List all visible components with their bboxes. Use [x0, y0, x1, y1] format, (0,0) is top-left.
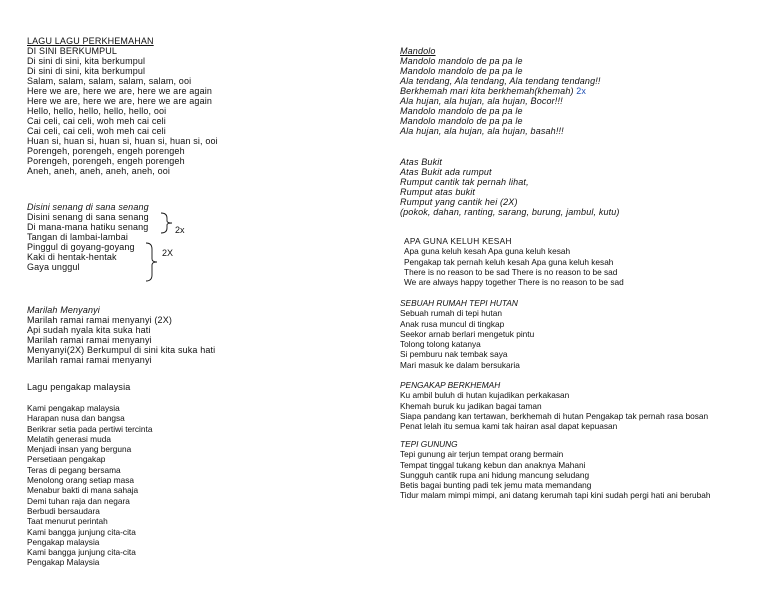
song-title: Mandolo	[400, 46, 436, 56]
song-sebuah-rumah	[400, 298, 534, 370]
lyric-line: There is no reason to be sad There is no reason to be sad	[404, 266, 618, 277]
lyric-line: Mandolo mandolo de pa pa le	[400, 116, 523, 126]
song-title: Lagu pengakap malaysia	[27, 382, 131, 392]
song-title: PENGAKAP BERKHEMAH	[400, 380, 501, 390]
lyric-line: Tolong tolong katanya	[400, 339, 481, 350]
lyric-line: Berbudi bersaudara	[27, 505, 100, 516]
lyric-line: Menyanyi(2X) Berkumpul di sini kita suka hati	[27, 345, 216, 355]
lyric-text: Berkhemah mari kita berkhemah(khemah)	[400, 86, 574, 96]
lyric-line: Kami pengakap malaysia	[27, 403, 120, 413]
song-disini-senang	[27, 202, 149, 272]
lyric-line: Berikrar setia pada pertiwi tercinta	[27, 423, 153, 434]
repeat-note: 2X	[162, 248, 174, 258]
lyric-line: We are always happy together There is no reason to be sad	[404, 277, 624, 288]
lyric-line: Api sudah nyala kita suka hati	[27, 325, 151, 335]
lyric-line: Cai celi, cai celi, woh meh cai celi	[27, 126, 166, 136]
lyric-line: Rumput atas bukit	[400, 187, 476, 197]
lyric-line: Siapa pandang kan tertawan, berkhemah di hutan Pengakap tak pernah rasa bosan	[400, 410, 709, 421]
brace-icon	[145, 242, 159, 282]
lyric-line: Tempat tinggal tukang kebun dan anaknya Mahani	[400, 459, 586, 470]
lyric-line: Marilah ramai ramai menyanyi	[27, 335, 152, 345]
lyric-line: Di mana-mana hatiku senang	[27, 222, 149, 232]
lyric-line: Huan si, huan si, huan si, huan si, huan si, ooi	[27, 136, 218, 146]
lyric-line: Tangan di lambai-lambai	[27, 232, 129, 242]
song-title: SEBUAH RUMAH TEPI HUTAN	[400, 298, 518, 308]
lyric-line: Here we are, here we are, here we are again	[27, 96, 213, 106]
lyric-line: Pengakap tak pernah keluh kesah Apa guna keluh kesah	[404, 256, 614, 267]
lyric-line: Menolong orang setiap masa	[27, 475, 135, 486]
song-mandolo	[400, 46, 601, 136]
lyric-line: Ala tendang, Ala tendang, Ala tendang tendang!!	[400, 76, 601, 86]
lyric-line: Hello, hello, hello, hello, hello, ooi	[27, 106, 167, 116]
song-di-sini-berkumpul	[27, 36, 218, 176]
lyric-line: Tidur malam mimpi mimpi, ani datang kerumah tapi kini sudah pergi hati ani berubah	[400, 490, 711, 501]
lyric-line: Rumput yang cantik hei (2X)	[400, 197, 518, 207]
lyric-line: Mandolo mandolo de pa pa le	[400, 66, 523, 76]
lyric-line: Marilah ramai ramai menyanyi (2X)	[27, 315, 172, 325]
song-title: Marilah Menyanyi	[27, 305, 100, 315]
lyric-line: Menjadi insan yang berguna	[27, 444, 132, 455]
song-title: TEPI GUNUNG	[400, 439, 458, 449]
repeat-note: 2x	[175, 225, 185, 235]
lyric-line: Penat lelah itu semua kami tak hairan asal dapat kepuasan	[400, 421, 618, 432]
lyric-line: Khemah buruk ku jadikan bagai taman	[400, 400, 542, 411]
lyric-line: Demi tuhan raja dan negara	[27, 495, 130, 506]
lyric-line: Seekor arnab berlari mengetuk pintu	[400, 328, 535, 339]
lyric-line: Pengakap Malaysia	[27, 557, 100, 568]
lyric-line: Mandolo mandolo de pa pa le	[400, 56, 523, 66]
lyric-line: Tepi gunung air terjun tempat orang bermain	[400, 449, 564, 460]
song-title: APA GUNA KELUH KESAH	[404, 236, 512, 246]
lyric-line: Anak rusa muncul di tingkap	[400, 318, 505, 329]
lyric-line: Kaki di hentak-hentak	[27, 252, 117, 262]
lyric-line: Mandolo mandolo de pa pa le	[400, 106, 523, 116]
lyric-line: Porengeh, porengeh, engeh porengeh	[27, 146, 185, 156]
lyric-line: Persetiaan pengakap	[27, 454, 106, 465]
song-pengakap-malaysia	[27, 403, 152, 568]
lyric-line: Harapan nusa dan bangsa	[27, 413, 125, 424]
lyric-line: Pinggul di goyang-goyang	[27, 242, 135, 252]
song-pengakap-berkhemah	[400, 380, 708, 431]
lyric-line: Aneh, aneh, aneh, aneh, aneh, ooi	[27, 166, 171, 176]
lyric-line: Rumput cantik tak pernah lihat,	[400, 177, 529, 187]
lyric-line	[400, 86, 601, 96]
lyric-line: Pengakap malaysia	[27, 536, 100, 547]
song-malaysia-title	[27, 382, 130, 392]
lyric-line: Disini senang di sana senang	[27, 212, 149, 222]
lyric-line: Atas Bukit ada rumput	[400, 167, 492, 177]
lyric-line: Cai celi, cai celi, woh meh cai celi	[27, 116, 166, 126]
lyric-line: Gaya unggul	[27, 262, 80, 272]
lyric-line: Melatih generasi muda	[27, 433, 111, 444]
lyric-line: Here we are, here we are, here we are again	[27, 86, 213, 96]
lyric-line: Si pemburu nak tembak saya	[400, 349, 508, 360]
song-marilah-menyanyi	[27, 305, 215, 365]
song-title: Atas Bukit	[400, 157, 443, 167]
lyric-line: Menabur bakti di mana sahaja	[27, 485, 139, 496]
lyric-line: Ala hujan, ala hujan, ala hujan, Bocor!!!	[400, 96, 563, 106]
lyric-line: Sungguh cantik rupa ani hidung mancung seludang	[400, 469, 590, 480]
lyric-line: Salam, salam, salam, salam, salam, ooi	[27, 76, 192, 86]
lyric-line: Apa guna keluh kesah Apa guna keluh kesah	[404, 246, 571, 257]
song-title: DI SINI BERKUMPUL	[27, 46, 118, 56]
lyric-line: Taat menurut perintah	[27, 516, 108, 527]
lyric-line: Di sini di sini, kita berkumpul	[27, 56, 146, 66]
song-atas-bukit	[400, 157, 620, 217]
lyric-line: Ala hujan, ala hujan, ala hujan, basah!!!	[400, 126, 564, 136]
lyric-line: Kami bangga junjung cita-cita	[27, 547, 136, 558]
lyric-line: Di sini di sini, kita berkumpul	[27, 66, 146, 76]
song-apa-guna	[404, 236, 624, 287]
brace-icon	[160, 212, 174, 234]
lyric-line: Porengeh, porengeh, engeh porengeh	[27, 156, 185, 166]
lyric-line: Marilah ramai ramai menyanyi	[27, 355, 152, 365]
lyric-line: Kami bangga junjung cita-cita	[27, 526, 136, 537]
lyric-line: Mari masuk ke dalam bersukaria	[400, 359, 520, 370]
lyric-line: Sebuah rumah di tepi hutan	[400, 308, 502, 319]
lyric-line: Ku ambil buluh di hutan kujadikan perkakasan	[400, 390, 570, 401]
repeat-note: 2x	[576, 86, 587, 96]
lyric-line: Teras di pegang bersama	[27, 464, 121, 475]
song-title: Disini senang di sana senang	[27, 202, 149, 212]
lyric-line: (pokok, dahan, ranting, sarang, burung, jambul, kutu)	[400, 207, 620, 217]
lyric-line: Betis bagai bunting padi tek jemu mata memandang	[400, 480, 592, 491]
song-tepi-gunung	[400, 439, 711, 501]
main-title: LAGU LAGU PERKHEMAHAN	[27, 36, 154, 46]
